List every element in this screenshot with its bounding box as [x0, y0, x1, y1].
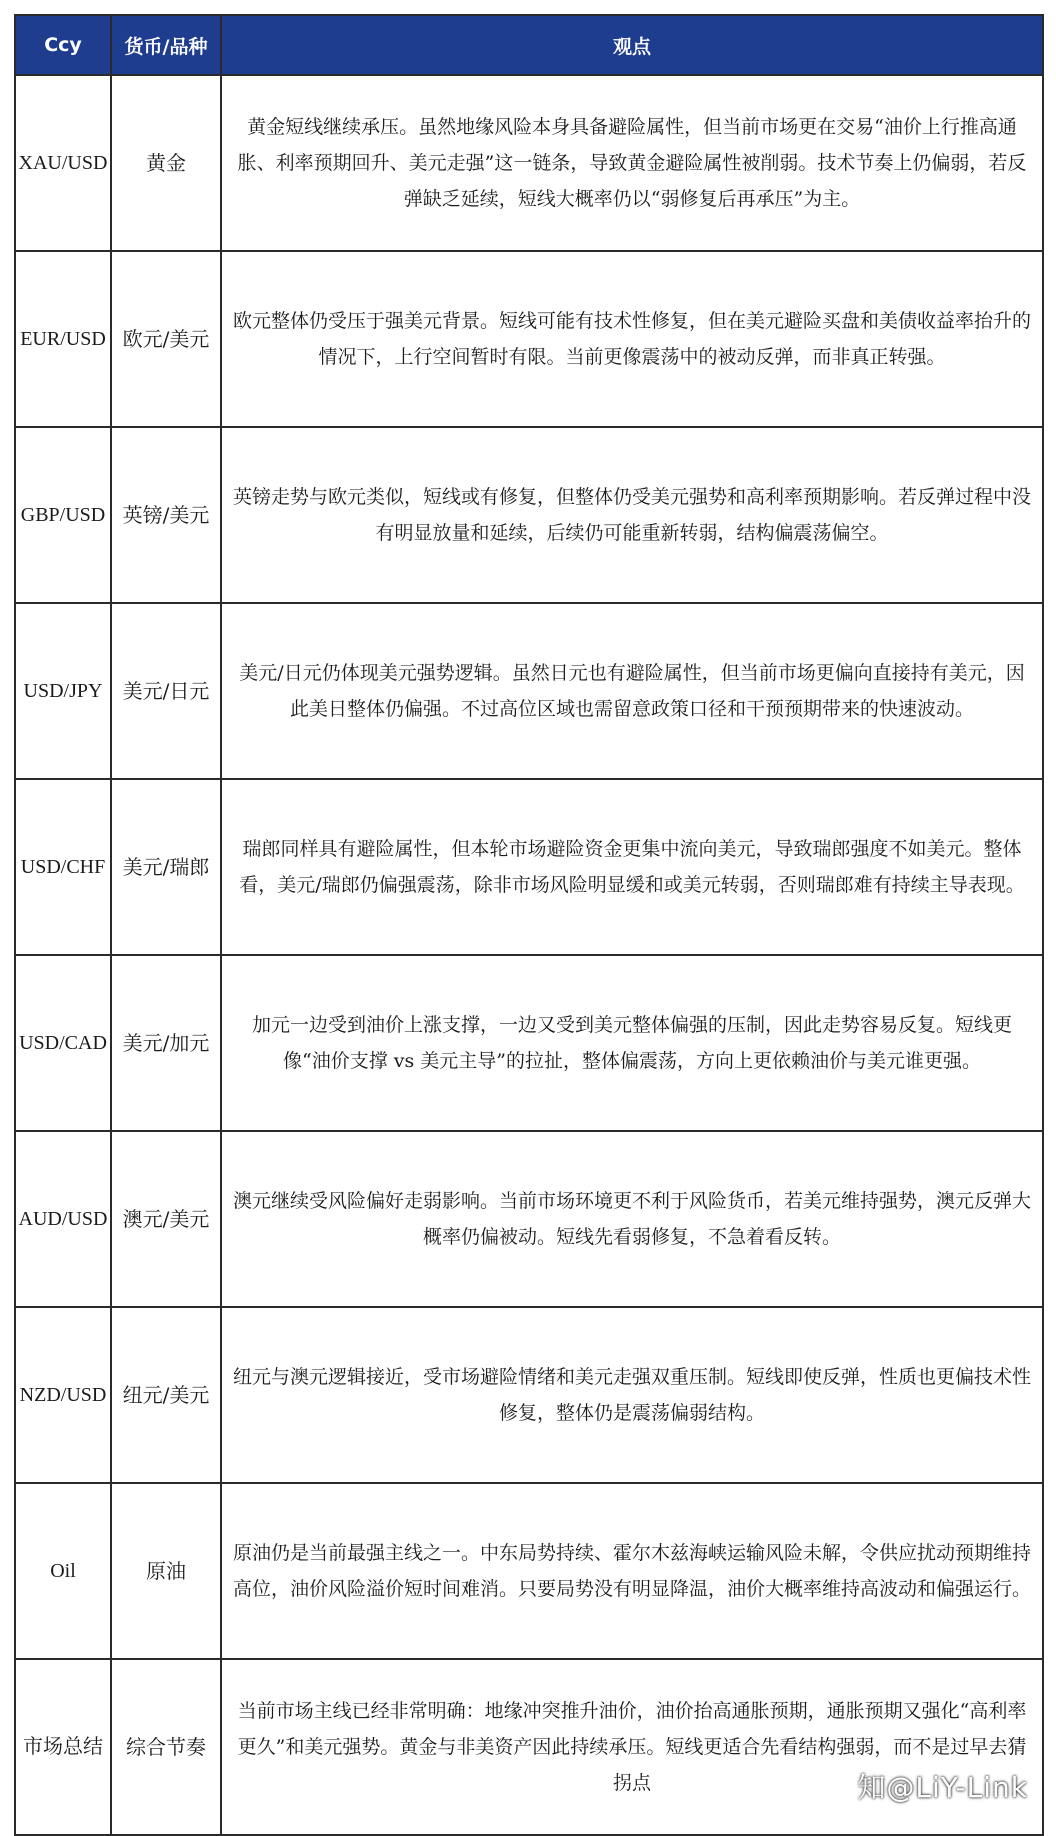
- row-view: 英镑走势与欧元类似，短线或有修复，但整体仍受美元强势和高利率预期影响。若反弹过程中没有明显放量和延续，后续仍可能重新转弱，结构偏震荡偏空。: [221, 427, 1043, 603]
- row-ccy: USD/CAD: [15, 955, 111, 1131]
- row-name: 纽元/美元: [111, 1307, 221, 1483]
- row-ccy: USD/CHF: [15, 779, 111, 955]
- row-view: 原油仍是当前最强主线之一。中东局势持续、霍尔木兹海峡运输风险未解，令供应扰动预期维持高位，油价风险溢价短时间难消。只要局势没有明显降温，油价大概率维持高波动和偏强运行。: [221, 1483, 1043, 1659]
- table-header-row: [15, 15, 1043, 75]
- header-name: 货币/品种: [111, 15, 221, 75]
- row-name: 黄金: [111, 75, 221, 251]
- row-name: 美元/加元: [111, 955, 221, 1131]
- row-name: 美元/日元: [111, 603, 221, 779]
- row-name: 澳元/美元: [111, 1131, 221, 1307]
- header-view: 观点: [221, 15, 1043, 75]
- row-ccy: 市场总结: [15, 1659, 111, 1835]
- row-name: 原油: [111, 1483, 221, 1659]
- table-row: [15, 1483, 1043, 1659]
- table-row: [15, 1659, 1043, 1835]
- currency-outlook-table: [14, 14, 1044, 1836]
- row-ccy: NZD/USD: [15, 1307, 111, 1483]
- row-name: 英镑/美元: [111, 427, 221, 603]
- table-row: [15, 1131, 1043, 1307]
- table-row: [15, 75, 1043, 251]
- row-name: 综合节奏: [111, 1659, 221, 1835]
- row-ccy: EUR/USD: [15, 251, 111, 427]
- watermark: 知@LiY-Link: [857, 1771, 1028, 1804]
- table-row: [15, 603, 1043, 779]
- table-row: [15, 1307, 1043, 1483]
- outlook-table-container: [14, 14, 1042, 1814]
- row-ccy: GBP/USD: [15, 427, 111, 603]
- row-view: 纽元与澳元逻辑接近，受市场避险情绪和美元走强双重压制。短线即使反弹，性质也更偏技术性修复，整体仍是震荡偏弱结构。: [221, 1307, 1043, 1483]
- row-view: 澳元继续受风险偏好走弱影响。当前市场环境更不利于风险货币，若美元维持强势，澳元反弹大概率仍偏被动。短线先看弱修复，不急着看反转。: [221, 1131, 1043, 1307]
- row-view: 瑞郎同样具有避险属性，但本轮市场避险资金更集中流向美元，导致瑞郎强度不如美元。整体看，美元/瑞郎仍偏强震荡，除非市场风险明显缓和或美元转弱，否则瑞郎难有持续主导表现。: [221, 779, 1043, 955]
- header-ccy: Ccy: [15, 15, 111, 75]
- row-view: 当前市场主线已经非常明确：地缘冲突推升油价，油价抬高通胀预期，通胀预期又强化“高利率更久”和美元强势。黄金与非美资产因此持续承压。短线更适合先看结构强弱，而不是过早去猜拐点: [221, 1659, 1043, 1835]
- table-row: [15, 427, 1043, 603]
- row-ccy: AUD/USD: [15, 1131, 111, 1307]
- row-name: 欧元/美元: [111, 251, 221, 427]
- row-ccy: Oil: [15, 1483, 111, 1659]
- table-row: [15, 251, 1043, 427]
- row-view: 欧元整体仍受压于强美元背景。短线可能有技术性修复，但在美元避险买盘和美债收益率抬升的情况下，上行空间暂时有限。当前更像震荡中的被动反弹，而非真正转强。: [221, 251, 1043, 427]
- table-row: [15, 779, 1043, 955]
- table-row: [15, 955, 1043, 1131]
- row-view: 美元/日元仍体现美元强势逻辑。虽然日元也有避险属性，但当前市场更偏向直接持有美元，因此美日整体仍偏强。不过高位区域也需留意政策口径和干预预期带来的快速波动。: [221, 603, 1043, 779]
- row-ccy: USD/JPY: [15, 603, 111, 779]
- row-name: 美元/瑞郎: [111, 779, 221, 955]
- row-ccy: XAU/USD: [15, 75, 111, 251]
- row-view: 黄金短线继续承压。虽然地缘风险本身具备避险属性，但当前市场更在交易“油价上行推高通胀、利率预期回升、美元走强”这一链条，导致黄金避险属性被削弱。技术节奏上仍偏弱，若反弹缺乏延续，短线大概率仍以“弱修复后再承压”为主。: [221, 75, 1043, 251]
- row-view: 加元一边受到油价上涨支撑，一边又受到美元整体偏强的压制，因此走势容易反复。短线更像“油价支撑 vs 美元主导”的拉扯，整体偏震荡，方向上更依赖油价与美元谁更强。: [221, 955, 1043, 1131]
